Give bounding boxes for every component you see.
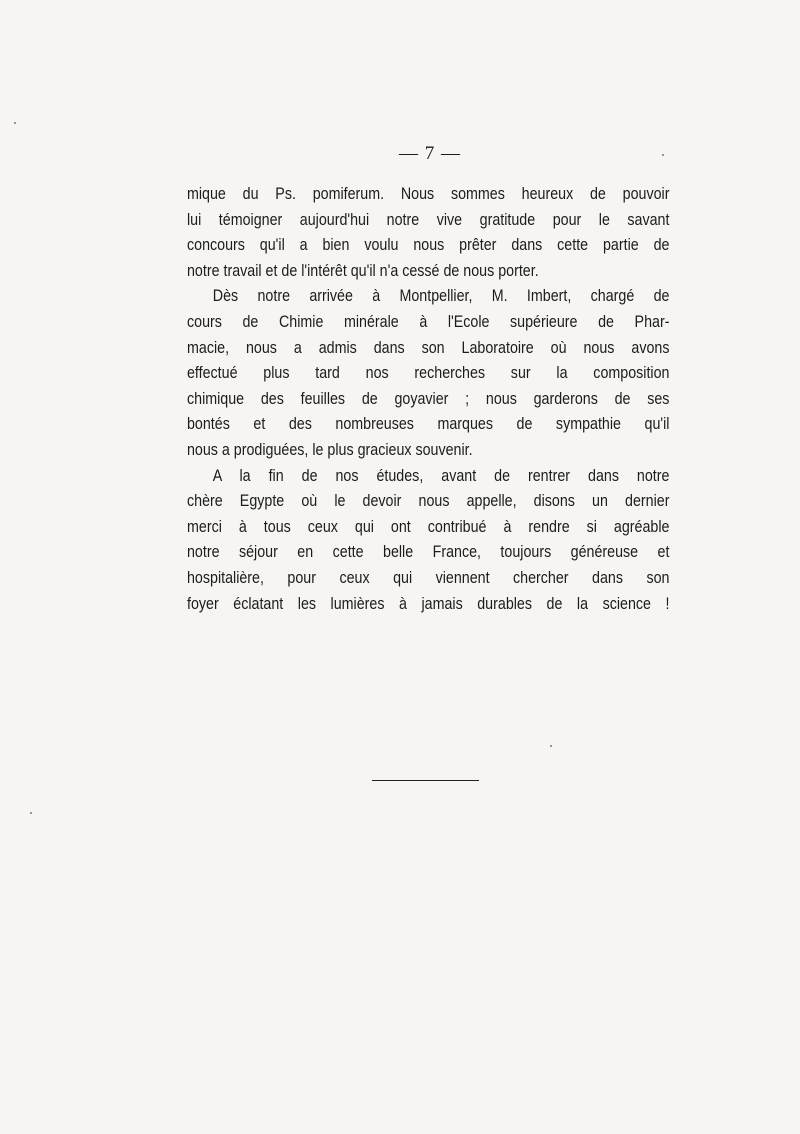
text-line: chimique des feuilles de goyavier ; nous garderons de ses — [187, 388, 670, 408]
text-line: hospitalière, pour ceux qui viennent chercher dans son — [187, 567, 670, 587]
text-line: lui témoigner aujourd'hui notre vive gratitude pour le savant — [187, 209, 670, 229]
text-line: concours qu'il a bien voulu nous prêter dans cette partie de — [187, 235, 670, 255]
text-line: Dès notre arrivée à Montpellier, M. Imbert, chargé de — [212, 286, 670, 306]
text-line: A la fin de nos études, avant de rentrer dans notre — [212, 465, 670, 485]
text-line: bontés et des nombreuses marques de sympathie qu'il — [187, 414, 670, 434]
body-text — [187, 181, 669, 616]
text-line: nous a prodiguées, le plus gracieux souvenir. — [187, 439, 473, 459]
paper-speck — [662, 154, 664, 156]
section-divider — [372, 780, 479, 781]
text-line: mique du Ps. pomiferum. Nous sommes heureux de pouvoir — [187, 184, 670, 203]
paper-speck — [30, 812, 32, 814]
text-line: macie, nous a admis dans son Laboratoire où nous avons — [187, 337, 670, 357]
text-line: merci à tous ceux qui ont contribué à rendre si agréable — [187, 516, 670, 536]
page-number: — 7 — — [399, 143, 461, 164]
text-line: foyer éclatant les lumières à jamais durables de la science ! — [187, 593, 670, 613]
text-line: chère Egypte où le devoir nous appelle, disons un dernier — [187, 491, 670, 511]
paper-speck — [14, 122, 16, 124]
text-line: cours de Chimie minérale à l'Ecole supérieure de Phar- — [187, 311, 670, 331]
text-line: effectué plus tard nos recherches sur la composition — [187, 363, 670, 383]
text-line: notre travail et de l'intérêt qu'il n'a cessé de nous porter. — [187, 260, 539, 280]
text-line: notre séjour en cette belle France, toujours généreuse et — [187, 542, 670, 562]
paper-speck — [550, 745, 552, 747]
